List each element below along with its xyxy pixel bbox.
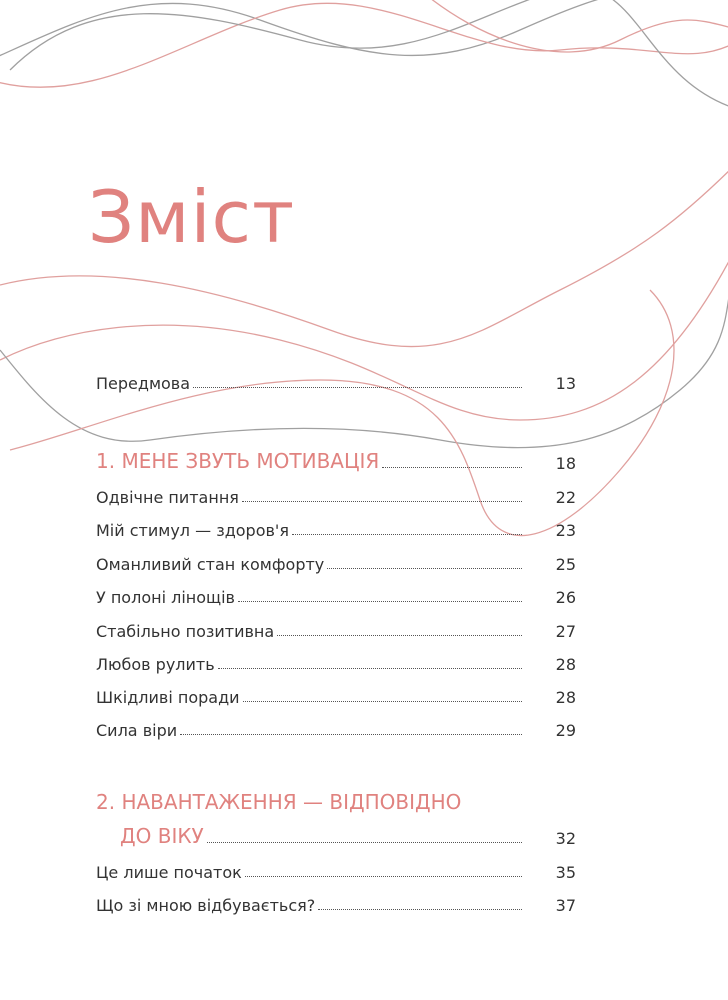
toc-page-number: 13 xyxy=(555,374,576,393)
wave-line xyxy=(420,0,728,52)
toc-leader-dots xyxy=(382,466,522,468)
toc-entry[interactable] xyxy=(96,885,576,915)
toc-entry[interactable] xyxy=(96,677,576,707)
toc-page-number: 18 xyxy=(555,454,576,473)
toc-page-number: 28 xyxy=(555,688,576,707)
toc-entry[interactable] xyxy=(96,611,576,641)
toc-page-number: 29 xyxy=(555,721,576,740)
toc-section-1[interactable] xyxy=(96,443,576,473)
toc-leader-dots xyxy=(318,908,522,910)
toc-section-label: 1. МЕНЕ ЗВУТЬ МОТИВАЦІЯ xyxy=(96,449,380,473)
toc-page-number: 32 xyxy=(555,829,576,848)
wave-line xyxy=(10,0,728,110)
toc-section-2-label-line1[interactable]: 2. НАВАНТАЖЕННЯ — ВІДПОВІДНО xyxy=(96,790,462,814)
toc-entry-label: Що зі мною відбувається? xyxy=(96,896,316,915)
toc-entry-label: Стабільно позитивна xyxy=(96,622,275,641)
toc-entry[interactable] xyxy=(96,644,576,674)
toc-entry-label: Любов рулить xyxy=(96,655,215,674)
wave-line xyxy=(0,240,728,420)
toc-entry-label: Сила віри xyxy=(96,721,178,740)
toc-page-number: 23 xyxy=(555,521,576,540)
toc-page-number: 26 xyxy=(555,588,576,607)
toc-entry[interactable] xyxy=(96,477,576,507)
toc-leader-dots xyxy=(218,667,522,669)
page-title: Зміст xyxy=(88,175,296,259)
toc-leader-dots xyxy=(292,533,522,535)
toc-entry[interactable] xyxy=(96,852,576,882)
toc-leader-dots xyxy=(207,841,522,843)
toc-leader-dots xyxy=(180,733,522,735)
toc-entry-label: Шкідливі поради xyxy=(96,688,240,707)
toc-entry[interactable] xyxy=(96,577,576,607)
toc-entry-label: У полоні лінощів xyxy=(96,588,235,607)
wave-line xyxy=(0,250,728,448)
toc-leader-dots xyxy=(193,386,522,388)
toc-entry[interactable] xyxy=(96,510,576,540)
toc-leader-dots xyxy=(243,700,522,702)
toc-page-number: 25 xyxy=(555,555,576,574)
toc-entry-label: Оманливий стан комфорту xyxy=(96,555,325,574)
toc-page-number: 35 xyxy=(555,863,576,882)
toc-entry-label: Передмова xyxy=(96,374,191,393)
toc-page-number: 28 xyxy=(555,655,576,674)
toc-entry-preface[interactable] xyxy=(96,363,576,393)
toc-leader-dots xyxy=(242,500,522,502)
toc-section-2[interactable] xyxy=(120,818,576,848)
toc-entry-label: Це лише початок xyxy=(96,863,242,882)
toc-section-label: ДО ВІКУ xyxy=(120,824,204,848)
toc-page-number: 37 xyxy=(555,896,576,915)
toc-leader-dots xyxy=(245,875,522,877)
toc-entry-label: Одвічне питання xyxy=(96,488,239,507)
wave-line xyxy=(0,3,728,87)
toc-entry-label: Мій стимул — здоров'я xyxy=(96,521,289,540)
toc-page-number: 22 xyxy=(555,488,576,507)
toc-entry[interactable] xyxy=(96,544,576,574)
toc-entry[interactable] xyxy=(96,710,576,740)
toc-page-number: 27 xyxy=(555,622,576,641)
wave-line xyxy=(0,0,728,60)
toc-leader-dots xyxy=(277,634,522,636)
toc-leader-dots xyxy=(327,567,522,569)
toc-leader-dots xyxy=(238,600,522,602)
